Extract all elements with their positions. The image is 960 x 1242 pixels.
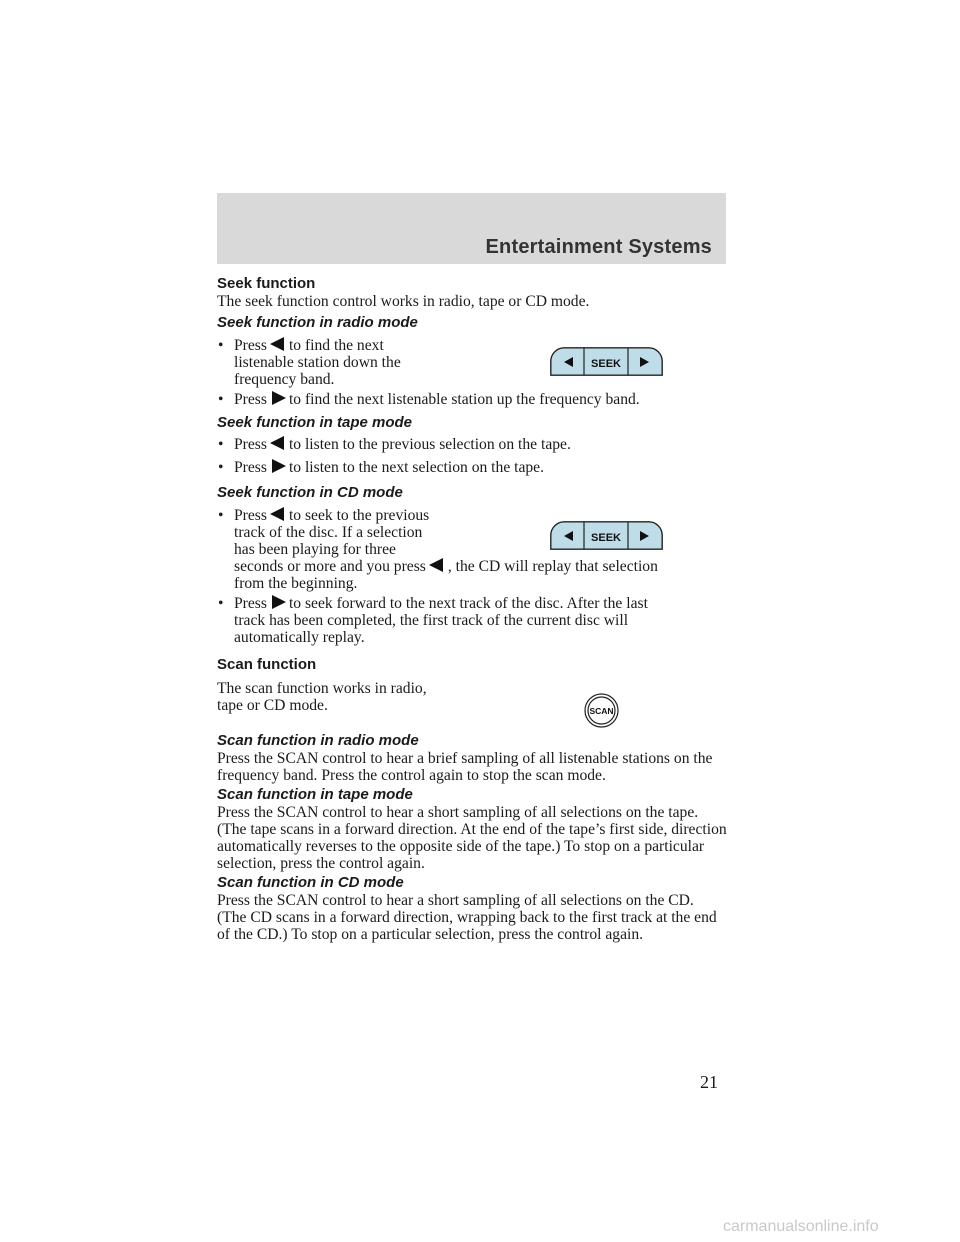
scan-radio-heading: Scan function in radio mode <box>217 732 419 749</box>
scan-cd-heading: Scan function in CD mode <box>217 874 404 891</box>
page-number: 21 <box>700 1072 718 1092</box>
seek-intro: The seek function control works in radio, tape or CD mode. <box>217 293 590 310</box>
seek-down-icon <box>267 337 289 351</box>
scan-tape-heading: Scan function in tape mode <box>217 786 413 803</box>
seek-radio-heading: Seek function in radio mode <box>217 314 418 331</box>
seek-heading: Seek function <box>217 275 316 292</box>
seek-up-icon <box>267 391 289 405</box>
seek-down-icon <box>267 436 289 450</box>
scan-heading: Scan function <box>217 656 317 673</box>
watermark: carmanualsonline.info <box>723 1218 879 1235</box>
seek-cd-bullet-2: • Press to seek forward to the next track of the disc. After the last track has been completed, the first track of the current disc will automatically replay. <box>218 595 648 646</box>
seek-button-label: SEEK <box>591 358 621 370</box>
scan-button-illustration <box>584 693 619 728</box>
section-title: Entertainment Systems <box>485 236 712 258</box>
seek-radio-bullet-2: • Press to find the next listenable station up the frequency band. <box>218 391 640 408</box>
seek-cd-heading: Seek function in CD mode <box>217 484 403 501</box>
bullet-dot: • <box>218 337 224 354</box>
scan-button-label: SCAN <box>589 706 614 716</box>
seek-cd-bullet-1: • Press to seek to the previous track of the disc. If a selection has been playing for three seconds or more and you press , the CD will replay that selection from the beginning. <box>218 507 658 592</box>
scan-radio-text: Press the SCAN control to hear a brief sampling of all listenable stations on the frequency band. Press the control again to stop the scan mode. <box>217 750 713 784</box>
seek-button-label: SEEK <box>591 532 621 544</box>
seek-up-icon <box>267 459 289 473</box>
scan-tape-text: Press the SCAN control to hear a short sampling of all selections on the tape. (The tape scans in a forward direction. At the end of the tape’s first side, direction automatically reverses to the opposite side of the tape.) To stop on a particular selection, press the control again. <box>217 804 727 872</box>
seek-down-icon <box>426 558 448 572</box>
seek-tape-bullet-1: • Press to listen to the previous selection on the tape. <box>218 436 571 453</box>
scan-cd-text: Press the SCAN control to hear a short sampling of all selections on the CD. (The CD scans in a forward direction, wrapping back to the first track at the end of the CD.) To stop on a particular selection, press the control again. <box>217 892 717 943</box>
seek-button-illustration <box>550 347 663 376</box>
section-header <box>217 193 726 264</box>
seek-button-illustration <box>550 521 663 550</box>
seek-up-icon <box>267 595 289 609</box>
scan-intro: The scan function works in radio, tape or CD mode. <box>217 680 427 714</box>
seek-tape-heading: Seek function in tape mode <box>217 414 413 431</box>
seek-tape-bullet-2: • Press to listen to the next selection on the tape. <box>218 459 545 476</box>
seek-radio-bullet-1: • Press to find the next listenable station down the frequency band. <box>218 337 401 388</box>
seek-down-icon <box>267 507 289 521</box>
